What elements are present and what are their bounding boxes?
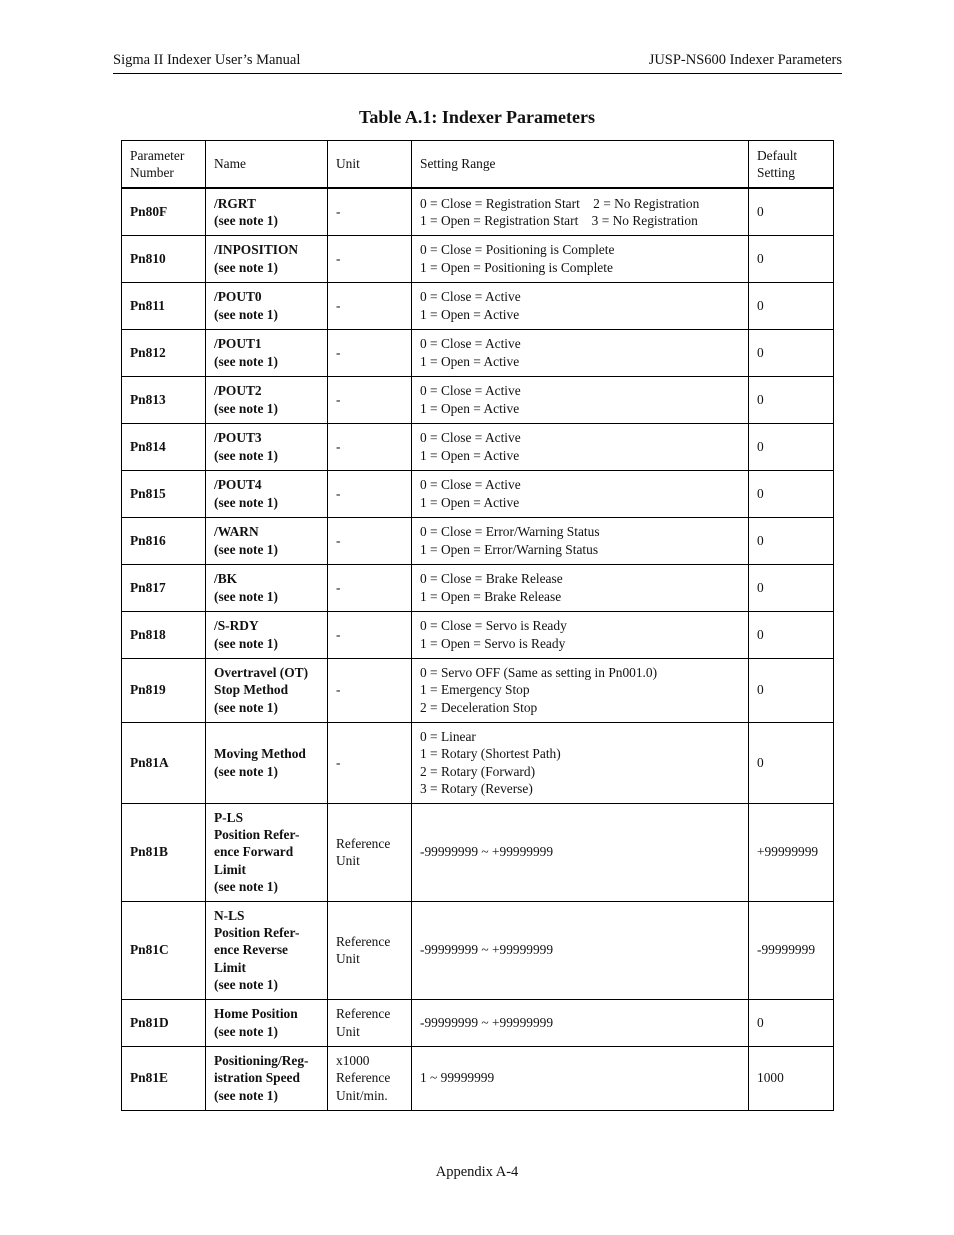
parameter-number-cell: Pn81A bbox=[122, 722, 206, 803]
parameter-unit-cell bbox=[328, 722, 412, 803]
cell-line: Unit/min. bbox=[336, 1087, 388, 1103]
cell-line: /POUT4 bbox=[214, 477, 262, 493]
parameter-unit-cell bbox=[328, 329, 412, 376]
parameter-setting-range-cell bbox=[412, 517, 749, 564]
parameter-unit-cell bbox=[328, 1046, 412, 1110]
cell-line: (see note 1) bbox=[214, 400, 278, 416]
cell-line: (see note 1) bbox=[214, 447, 278, 463]
running-header-left: Sigma II Indexer User’s Manual bbox=[113, 52, 301, 68]
cell-line: - bbox=[336, 579, 341, 595]
parameter-unit-cell bbox=[328, 564, 412, 611]
table-row bbox=[122, 423, 834, 470]
cell-line: 1 ~ 99999999 bbox=[420, 1070, 495, 1086]
table-body bbox=[122, 188, 834, 1110]
parameter-name-cell bbox=[206, 803, 328, 901]
parameter-setting-range-cell bbox=[412, 235, 749, 282]
parameter-name-cell bbox=[206, 329, 328, 376]
cell-line: /INPOSITION bbox=[214, 242, 299, 258]
cell-line: /POUT2 bbox=[214, 383, 262, 399]
cell-line: /POUT3 bbox=[214, 430, 262, 446]
cell-line: 0 = Close = Brake Release bbox=[420, 571, 563, 587]
header-parameter-number: Parameter Number bbox=[122, 141, 206, 189]
cell-line: x1000 bbox=[336, 1053, 370, 1069]
parameter-name-cell bbox=[206, 282, 328, 329]
parameter-unit-cell bbox=[328, 282, 412, 329]
cell-line: /WARN bbox=[214, 524, 259, 540]
parameter-number-cell: Pn81D bbox=[122, 999, 206, 1046]
cell-line: /POUT0 bbox=[214, 289, 262, 305]
parameter-number-cell: Pn81B bbox=[122, 803, 206, 901]
cell-line: 0 = Close = Active bbox=[420, 430, 521, 446]
parameter-setting-range-cell bbox=[412, 376, 749, 423]
parameter-name-cell bbox=[206, 1046, 328, 1110]
table-row bbox=[122, 282, 834, 329]
cell-line: (see note 1) bbox=[214, 635, 278, 651]
parameter-unit-cell bbox=[328, 470, 412, 517]
cell-line: 1 = Open = Servo is Ready bbox=[420, 635, 566, 651]
cell-line: 1 = Emergency Stop bbox=[420, 682, 530, 698]
cell-line: - bbox=[336, 297, 341, 313]
header-setting-range: Setting Range bbox=[412, 141, 749, 189]
cell-line: Reference bbox=[336, 933, 391, 949]
cell-line: - bbox=[336, 485, 341, 501]
parameter-name-cell bbox=[206, 611, 328, 658]
parameter-default-cell: 0 bbox=[749, 611, 834, 658]
cell-line: Reference bbox=[336, 835, 391, 851]
cell-line: - bbox=[336, 344, 341, 360]
cell-line: Position Refer- bbox=[214, 827, 300, 843]
parameter-name-cell bbox=[206, 722, 328, 803]
cell-line: 1 = Open = Active bbox=[420, 353, 520, 369]
parameter-unit-cell bbox=[328, 658, 412, 722]
cell-line: - bbox=[336, 754, 341, 770]
cell-line: - bbox=[336, 438, 341, 454]
parameter-number-cell: Pn811 bbox=[122, 282, 206, 329]
parameter-setting-range-cell bbox=[412, 999, 749, 1046]
parameter-number-cell: Pn810 bbox=[122, 235, 206, 282]
cell-line: N-LS bbox=[214, 907, 245, 923]
cell-line: 0 = Servo OFF (Same as setting in Pn001.0) bbox=[420, 665, 658, 681]
cell-line: - bbox=[336, 626, 341, 642]
cell-line: 0 = Close = Registration Start 2 = No Registration bbox=[420, 195, 700, 211]
cell-line: (see note 1) bbox=[214, 976, 278, 992]
cell-line: /S-RDY bbox=[214, 618, 259, 634]
parameter-name-cell bbox=[206, 564, 328, 611]
table-title: Table A.1: Indexer Parameters bbox=[359, 107, 595, 127]
table-row bbox=[122, 376, 834, 423]
parameter-name-cell bbox=[206, 423, 328, 470]
cell-line: Stop Method bbox=[214, 682, 289, 698]
parameter-number-cell: Pn814 bbox=[122, 423, 206, 470]
cell-line: (see note 1) bbox=[214, 1023, 278, 1039]
parameter-default-cell: 0 bbox=[749, 517, 834, 564]
cell-line: 1 = Rotary (Shortest Path) bbox=[420, 746, 561, 762]
parameter-setting-range-cell bbox=[412, 188, 749, 235]
parameter-default-cell: 0 bbox=[749, 423, 834, 470]
cell-line: 1 = Open = Active bbox=[420, 447, 520, 463]
parameter-setting-range-cell bbox=[412, 658, 749, 722]
cell-line: - bbox=[336, 391, 341, 407]
cell-line: 0 = Close = Error/Warning Status bbox=[420, 524, 600, 540]
parameter-setting-range-cell bbox=[412, 470, 749, 517]
cell-line: 0 = Close = Positioning is Complete bbox=[420, 242, 615, 258]
cell-line: Unit bbox=[336, 1023, 360, 1039]
header-default-setting: Default Setting bbox=[749, 141, 834, 189]
cell-line: 1 = Open = Brake Release bbox=[420, 588, 562, 604]
parameter-default-cell: 0 bbox=[749, 329, 834, 376]
parameter-unit-cell bbox=[328, 188, 412, 235]
cell-line: P-LS bbox=[214, 809, 244, 825]
cell-line: - bbox=[336, 204, 341, 220]
cell-line: 1 = Open = Active bbox=[420, 494, 520, 510]
parameter-name-cell bbox=[206, 235, 328, 282]
table-row bbox=[122, 564, 834, 611]
header-unit: Unit bbox=[328, 141, 412, 189]
cell-line: 1 = Open = Positioning is Complete bbox=[420, 259, 613, 275]
cell-line: (see note 1) bbox=[214, 494, 278, 510]
parameter-name-cell bbox=[206, 470, 328, 517]
cell-line: 1 = Open = Registration Start 3 = No Registration bbox=[420, 212, 698, 228]
cell-line: Home Position bbox=[214, 1006, 298, 1022]
cell-line: -99999999 ~ +99999999 bbox=[420, 942, 554, 958]
cell-line: /BK bbox=[214, 571, 238, 587]
parameter-unit-cell bbox=[328, 423, 412, 470]
cell-line: 0 = Close = Active bbox=[420, 336, 521, 352]
table-row bbox=[122, 188, 834, 235]
parameter-name-cell bbox=[206, 658, 328, 722]
cell-line: Moving Method bbox=[214, 746, 306, 762]
parameter-default-cell: 0 bbox=[749, 282, 834, 329]
table-row bbox=[122, 803, 834, 901]
cell-line: - bbox=[336, 532, 341, 548]
parameter-default-cell: 0 bbox=[749, 722, 834, 803]
header-rule bbox=[113, 73, 842, 74]
parameter-default-cell: 0 bbox=[749, 470, 834, 517]
cell-line: 1 = Open = Active bbox=[420, 306, 520, 322]
parameter-default-cell: 0 bbox=[749, 188, 834, 235]
parameter-default-cell: 0 bbox=[749, 235, 834, 282]
table-row bbox=[122, 329, 834, 376]
table-row bbox=[122, 235, 834, 282]
cell-line: Positioning/Reg- bbox=[214, 1053, 309, 1069]
parameter-setting-range-cell bbox=[412, 1046, 749, 1110]
parameter-number-cell: Pn813 bbox=[122, 376, 206, 423]
cell-line: (see note 1) bbox=[214, 259, 278, 275]
cell-line: Limit bbox=[214, 959, 246, 975]
cell-line: ence Reverse bbox=[214, 942, 288, 958]
cell-line: -99999999 ~ +99999999 bbox=[420, 844, 554, 860]
cell-line: 1 = Open = Error/Warning Status bbox=[420, 541, 599, 557]
running-header-right: JUSP-NS600 Indexer Parameters bbox=[648, 52, 842, 68]
parameter-number-cell: Pn81C bbox=[122, 901, 206, 999]
cell-line: 0 = Close = Active bbox=[420, 383, 521, 399]
parameter-number-cell: Pn80F bbox=[122, 188, 206, 235]
parameter-name-cell bbox=[206, 999, 328, 1046]
parameter-number-cell: Pn81E bbox=[122, 1046, 206, 1110]
cell-line: 0 = Close = Active bbox=[420, 289, 521, 305]
cell-line: (see note 1) bbox=[214, 1087, 278, 1103]
cell-line: (see note 1) bbox=[214, 878, 278, 894]
parameter-name-cell bbox=[206, 376, 328, 423]
parameter-default-cell: -99999999 bbox=[749, 901, 834, 999]
table-row bbox=[122, 470, 834, 517]
parameter-default-cell: +99999999 bbox=[749, 803, 834, 901]
parameter-default-cell: 0 bbox=[749, 376, 834, 423]
parameter-unit-cell bbox=[328, 901, 412, 999]
parameter-number-cell: Pn815 bbox=[122, 470, 206, 517]
parameter-unit-cell bbox=[328, 517, 412, 564]
parameter-default-cell: 0 bbox=[749, 658, 834, 722]
cell-line: /RGRT bbox=[214, 195, 256, 211]
parameter-number-cell: Pn817 bbox=[122, 564, 206, 611]
table-header-row bbox=[122, 141, 834, 189]
parameter-default-cell: 0 bbox=[749, 564, 834, 611]
parameter-number-cell: Pn818 bbox=[122, 611, 206, 658]
cell-line: (see note 1) bbox=[214, 306, 278, 322]
cell-line: /POUT1 bbox=[214, 336, 262, 352]
table-row bbox=[122, 517, 834, 564]
parameter-number-cell: Pn819 bbox=[122, 658, 206, 722]
parameter-setting-range-cell bbox=[412, 282, 749, 329]
parameter-default-cell: 1000 bbox=[749, 1046, 834, 1110]
cell-line: -99999999 ~ +99999999 bbox=[420, 1014, 554, 1030]
parameter-setting-range-cell bbox=[412, 423, 749, 470]
table-row bbox=[122, 999, 834, 1046]
cell-line: (see note 1) bbox=[214, 353, 278, 369]
parameter-name-cell bbox=[206, 517, 328, 564]
cell-line: Limit bbox=[214, 861, 246, 877]
cell-line: (see note 1) bbox=[214, 212, 278, 228]
parameter-setting-range-cell bbox=[412, 901, 749, 999]
parameter-number-cell: Pn816 bbox=[122, 517, 206, 564]
cell-line: (see note 1) bbox=[214, 763, 278, 779]
parameter-number-cell: Pn812 bbox=[122, 329, 206, 376]
parameter-setting-range-cell bbox=[412, 803, 749, 901]
parameter-setting-range-cell bbox=[412, 329, 749, 376]
parameter-unit-cell bbox=[328, 376, 412, 423]
cell-line: 0 = Linear bbox=[420, 729, 476, 745]
parameter-setting-range-cell bbox=[412, 722, 749, 803]
parameter-unit-cell bbox=[328, 235, 412, 282]
cell-line: 2 = Rotary (Forward) bbox=[420, 763, 536, 779]
cell-line: - bbox=[336, 682, 341, 698]
cell-line: (see note 1) bbox=[214, 588, 278, 604]
cell-line: Overtravel (OT) bbox=[214, 665, 309, 681]
cell-line: Position Refer- bbox=[214, 925, 300, 941]
header-name: Name bbox=[206, 141, 328, 189]
parameter-setting-range-cell bbox=[412, 611, 749, 658]
table-row bbox=[122, 1046, 834, 1110]
parameter-name-cell bbox=[206, 188, 328, 235]
parameter-default-cell: 0 bbox=[749, 999, 834, 1046]
cell-line: 3 = Rotary (Reverse) bbox=[420, 780, 533, 796]
cell-line: ence Forward bbox=[214, 844, 294, 860]
parameter-unit-cell bbox=[328, 999, 412, 1046]
table-row bbox=[122, 658, 834, 722]
cell-line: Unit bbox=[336, 951, 360, 966]
cell-line: (see note 1) bbox=[214, 699, 278, 715]
parameter-name-cell bbox=[206, 901, 328, 999]
page-footer: Appendix A-4 bbox=[435, 1164, 519, 1180]
table-row bbox=[122, 611, 834, 658]
cell-line: Reference bbox=[336, 1070, 391, 1086]
parameter-unit-cell bbox=[328, 803, 412, 901]
cell-line: istration Speed bbox=[214, 1070, 300, 1086]
cell-line: 1 = Open = Active bbox=[420, 400, 520, 416]
cell-line: 0 = Close = Active bbox=[420, 477, 521, 493]
cell-line: - bbox=[336, 250, 341, 266]
indexer-parameters-table bbox=[121, 140, 834, 1111]
table-row bbox=[122, 722, 834, 803]
cell-line: 2 = Deceleration Stop bbox=[420, 699, 538, 715]
cell-line: Reference bbox=[336, 1006, 391, 1022]
parameter-setting-range-cell bbox=[412, 564, 749, 611]
table-row bbox=[122, 901, 834, 999]
cell-line: Unit bbox=[336, 853, 360, 868]
cell-line: (see note 1) bbox=[214, 541, 278, 557]
parameter-unit-cell bbox=[328, 611, 412, 658]
cell-line: 0 = Close = Servo is Ready bbox=[420, 618, 567, 634]
